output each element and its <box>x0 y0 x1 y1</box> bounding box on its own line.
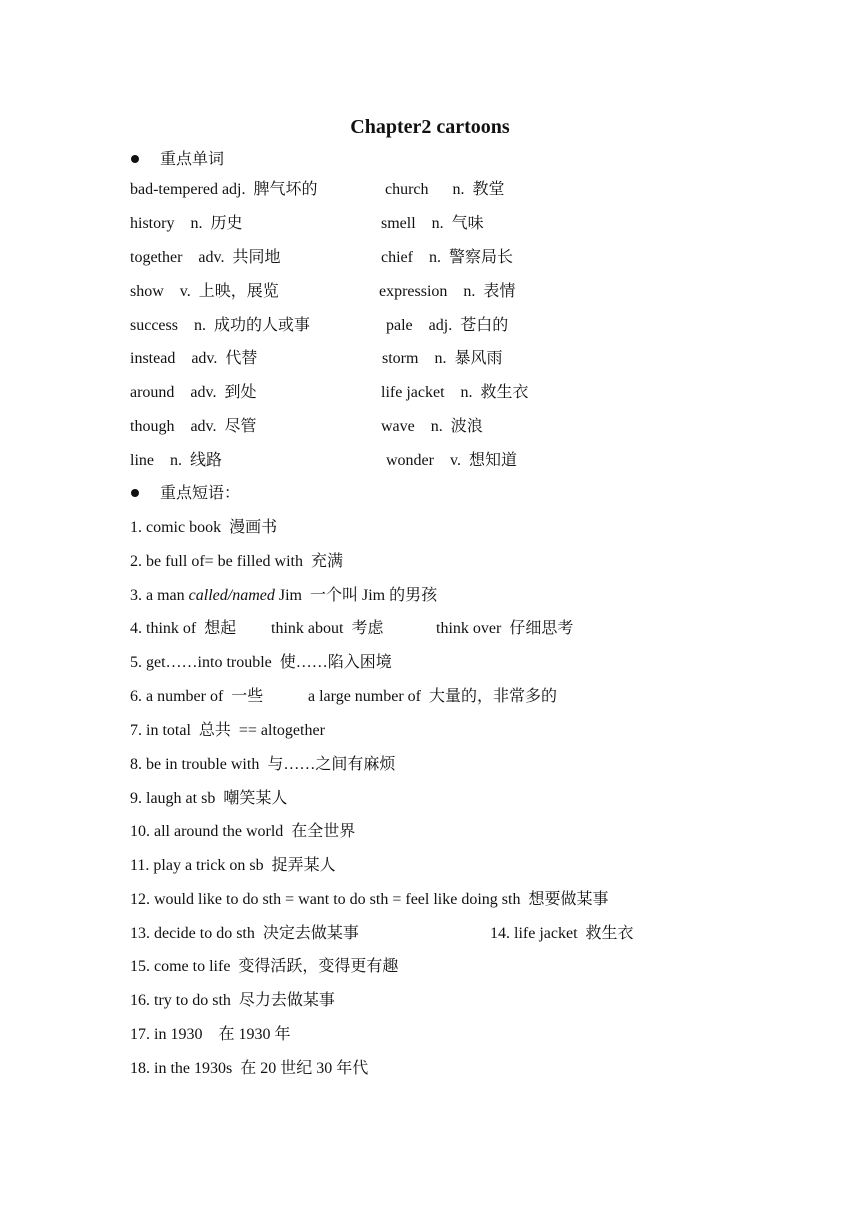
section-heading-phrases: 重点短语： <box>160 485 241 502</box>
phrase-item: 13. decide to do sth 决定去做某事 <box>130 925 359 942</box>
phrase-item: 11. play a trick on sb 捉弄某人 <box>130 857 336 874</box>
phrase-item: 15. come to life 变得活跃，变得更有趣 <box>130 958 399 975</box>
phrase-item: 1. comic book 漫画书 <box>130 519 278 536</box>
word-entry-left: instead adv. 代替 <box>130 350 258 367</box>
word-entry-left: show v. 上映，展览 <box>130 283 279 300</box>
word-entry-left: around adv. 到处 <box>130 384 257 401</box>
phrase-item: 14. life jacket 救生衣 <box>490 925 634 942</box>
phrase-item: think over 仔细思考 <box>436 620 574 637</box>
phrase-item: 4. think of 想起 <box>130 620 237 637</box>
word-entry-right: church n. 教堂 <box>385 181 505 198</box>
phrase-item <box>130 586 437 606</box>
word-entry-right: wave n. 波浪 <box>381 418 483 435</box>
word-entry-right: expression n. 表情 <box>379 283 516 300</box>
word-entry-right: life jacket n. 救生衣 <box>381 384 529 401</box>
section-heading-words: 重点单词 <box>160 151 225 168</box>
bullet-icon <box>131 155 139 163</box>
phrase-item: 12. would like to do sth = want to do sth = feel like doing sth 想要做某事 <box>130 891 609 908</box>
phrase-item: 7. in total 总共 == altogether <box>130 722 325 739</box>
word-entry-right: storm n. 暴风雨 <box>382 350 503 367</box>
word-entry-left: together adv. 共同地 <box>130 249 281 266</box>
phrase-item: 16. try to do sth 尽力去做某事 <box>130 992 335 1009</box>
phrase-item: 18. in the 1930s 在 20 世纪 30 年代 <box>130 1060 369 1077</box>
word-entry-left: history n. 历史 <box>130 215 243 232</box>
word-entry-right: wonder v. 想知道 <box>386 452 517 469</box>
phrase-item: 10. all around the world 在全世界 <box>130 823 356 840</box>
phrase-item: 6. a number of 一些 <box>130 688 264 705</box>
phrase-item: 8. be in trouble with 与……之间有麻烦 <box>130 756 396 773</box>
word-entry-left: success n. 成功的人或事 <box>130 317 310 334</box>
word-entry-left: though adv. 尽管 <box>130 418 257 435</box>
phrase-text: 3. a man <box>130 587 189 604</box>
word-entry-right: chief n. 警察局长 <box>381 249 513 266</box>
word-entry-left: bad-tempered adj. 脾气坏的 <box>130 181 318 198</box>
bullet-icon <box>131 489 139 497</box>
phrase-item: think about 考虑 <box>271 620 384 637</box>
phrase-item: 9. laugh at sb 嘲笑某人 <box>130 790 288 807</box>
phrase-emphasis: called/named <box>188 587 275 604</box>
word-entry-right: smell n. 气味 <box>381 215 484 232</box>
phrase-text: Jim 一个叫 Jim 的男孩 <box>274 587 438 604</box>
phrase-item: a large number of 大量的，非常多的 <box>308 688 557 705</box>
word-entry-left: line n. 线路 <box>130 452 222 469</box>
word-entry-right: pale adj. 苍白的 <box>386 317 509 334</box>
phrase-item: 17. in 1930 在 1930 年 <box>130 1026 291 1043</box>
phrase-item: 5. get……into trouble 使……陷入困境 <box>130 654 392 671</box>
page-title: Chapter2 cartoons <box>350 116 510 138</box>
phrase-item: 2. be full of= be filled with 充满 <box>130 553 343 570</box>
